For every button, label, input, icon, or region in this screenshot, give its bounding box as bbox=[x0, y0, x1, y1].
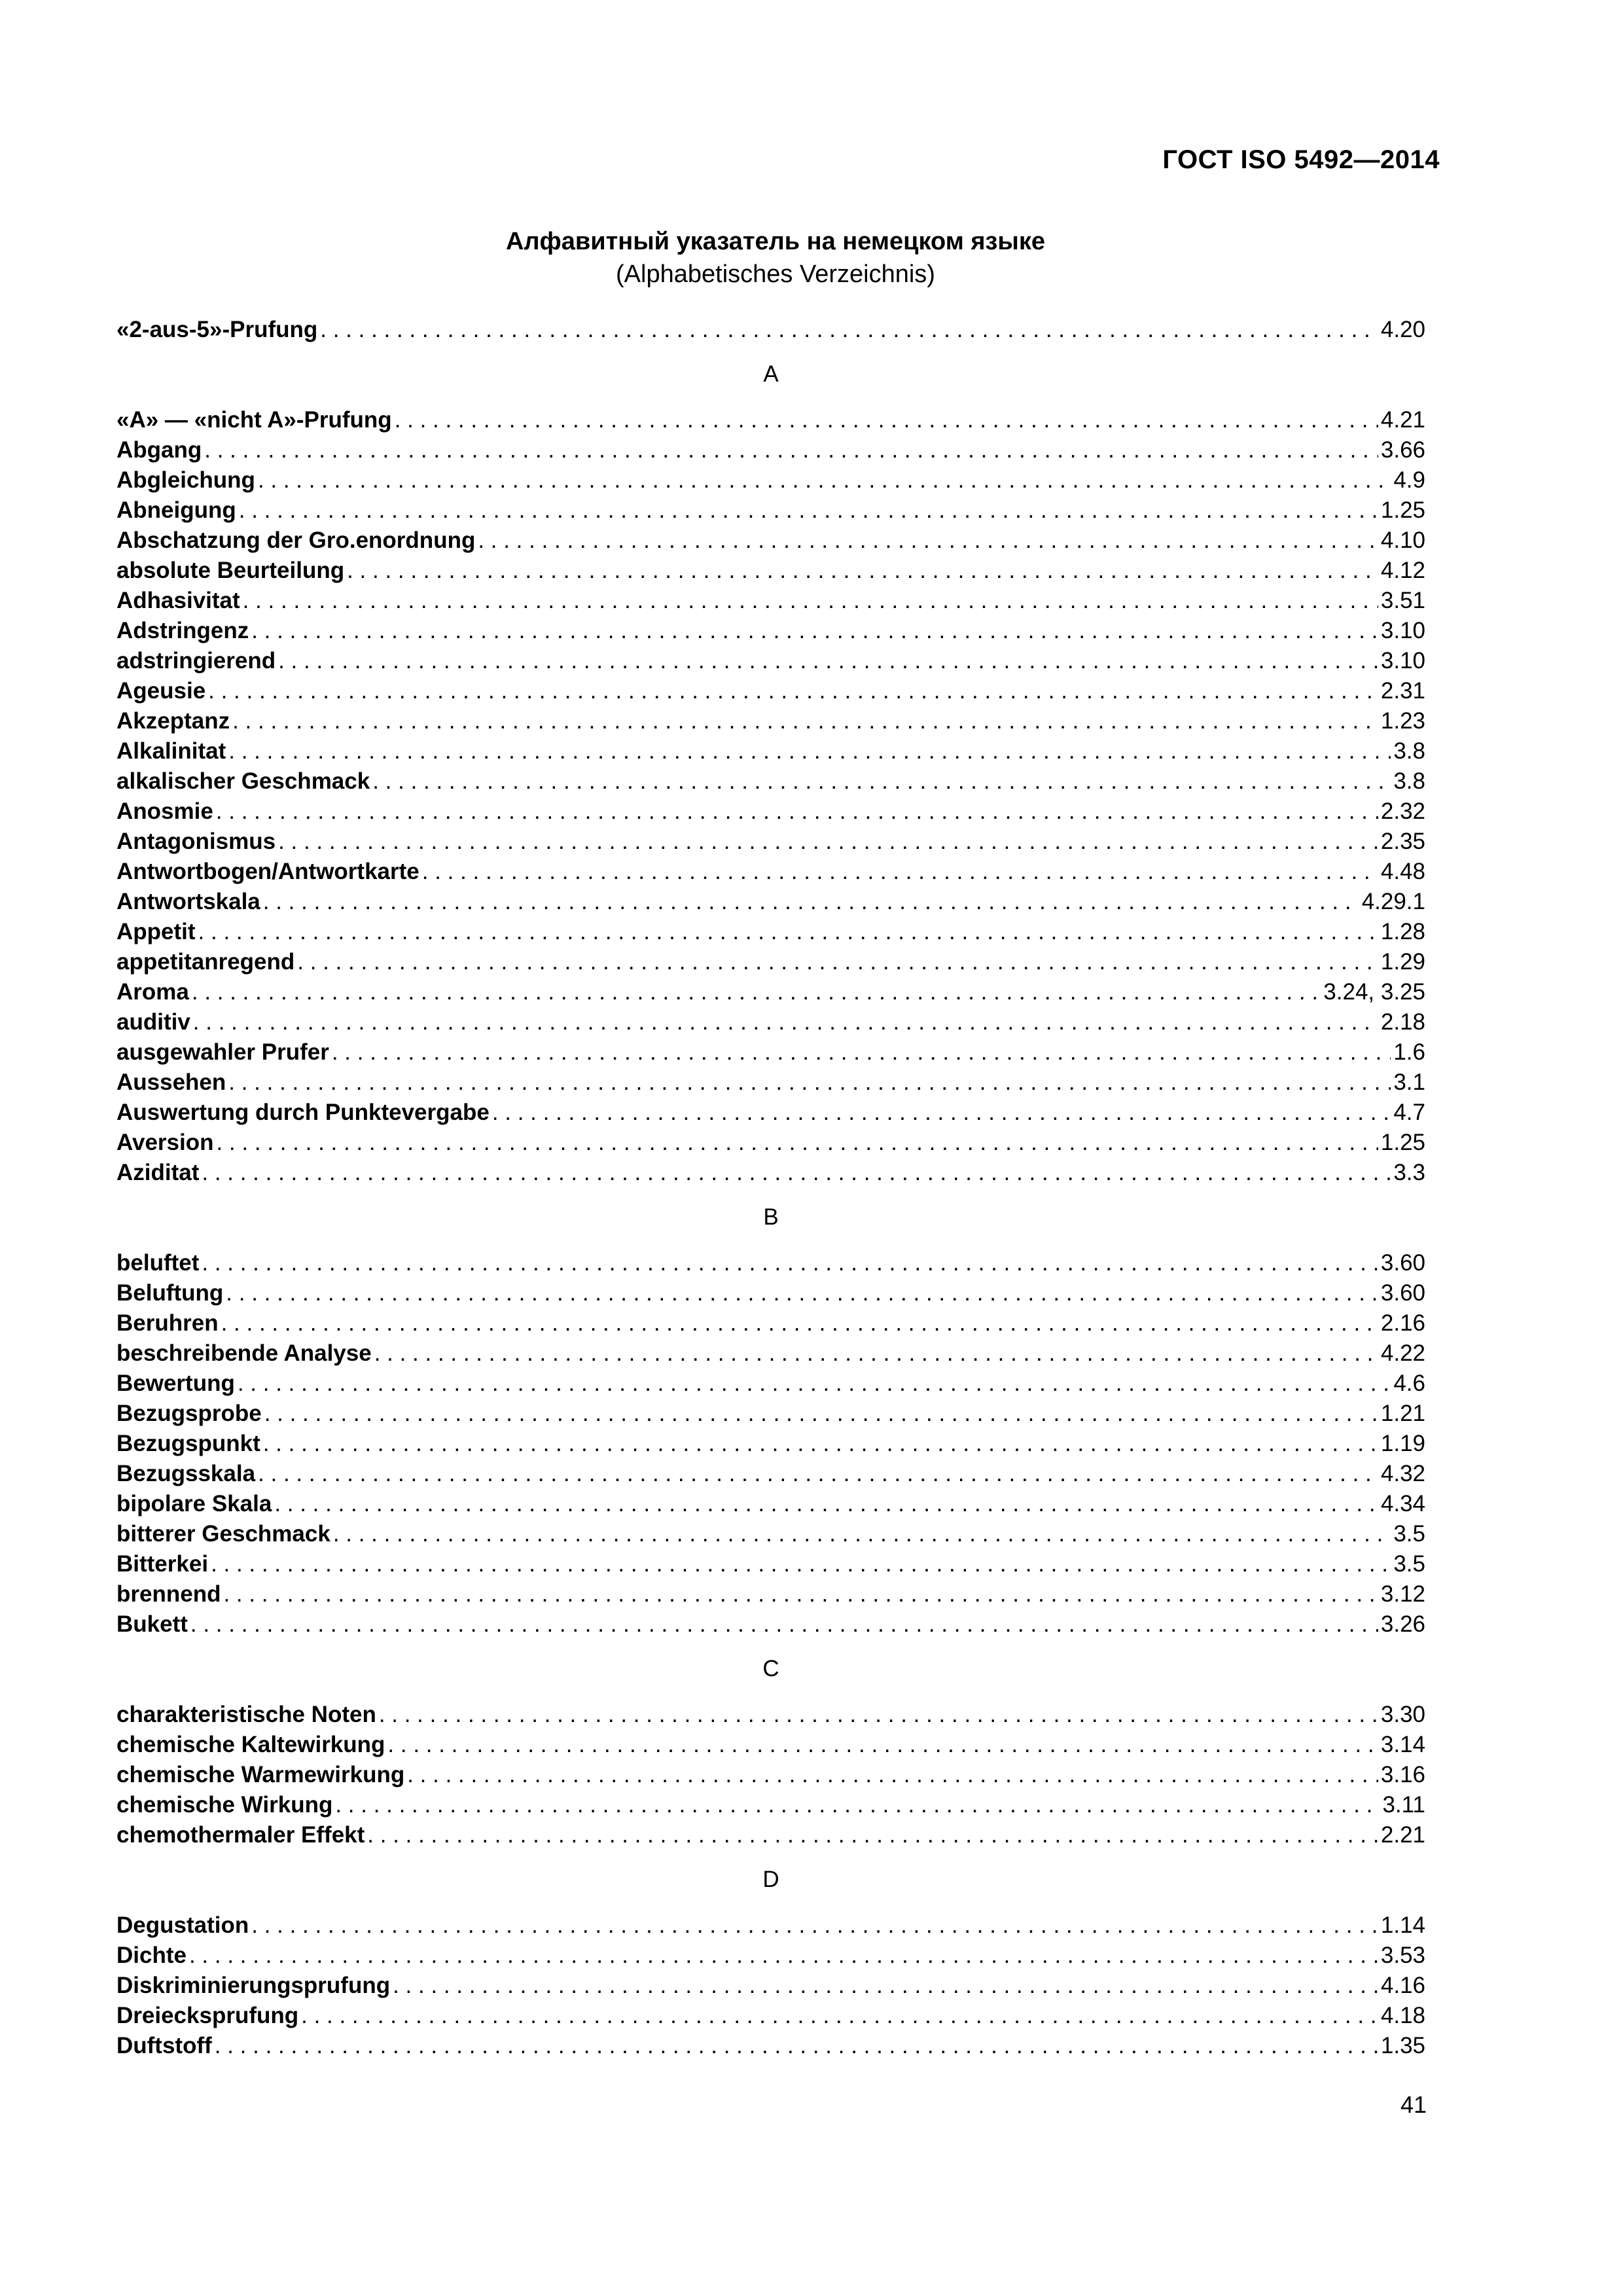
index-term: Antagonismus bbox=[116, 829, 276, 854]
section-letter: C bbox=[762, 1656, 779, 1681]
index-entry bbox=[116, 405, 1425, 435]
index-reference: 1.21 bbox=[1380, 1401, 1425, 1426]
index-reference: 4.34 bbox=[1380, 1491, 1425, 1516]
dot-leader bbox=[192, 977, 1321, 1007]
index-reference: 1.25 bbox=[1380, 497, 1425, 523]
index-reference: 4.20 bbox=[1380, 317, 1425, 342]
index-entry bbox=[116, 797, 1425, 827]
index-entry bbox=[116, 1338, 1425, 1369]
dot-leader bbox=[335, 1790, 1380, 1820]
section-letter: D bbox=[762, 1867, 779, 1892]
index-term: Abgang bbox=[116, 437, 202, 463]
index-entry bbox=[116, 947, 1425, 977]
index-entry bbox=[116, 1369, 1425, 1399]
dot-leader bbox=[202, 1158, 1391, 1188]
dot-leader bbox=[223, 1579, 1378, 1609]
dot-leader bbox=[387, 1730, 1378, 1760]
index-term: chemische Kaltewirkung bbox=[116, 1732, 385, 1757]
index-reference: 4.16 bbox=[1380, 1973, 1425, 1998]
index-term: brennend bbox=[116, 1581, 221, 1607]
index-reference: 3.10 bbox=[1380, 618, 1425, 643]
index-term: Degustation bbox=[116, 1912, 249, 1938]
index-reference: 1.14 bbox=[1380, 1912, 1425, 1938]
section-letter: B bbox=[763, 1204, 779, 1230]
index-term: Bewertung bbox=[116, 1371, 235, 1396]
dot-leader bbox=[221, 1308, 1378, 1338]
index-reference: 4.18 bbox=[1380, 2003, 1425, 2028]
dot-leader bbox=[215, 2031, 1378, 2061]
index-reference: 2.21 bbox=[1380, 1822, 1425, 1848]
index-term: «2-aus-5»-Prufung bbox=[116, 317, 318, 342]
dot-leader bbox=[301, 2001, 1378, 2031]
dot-leader bbox=[297, 947, 1378, 977]
index-term: chemothermaler Effekt bbox=[116, 1822, 365, 1848]
index-entry bbox=[116, 1429, 1425, 1459]
index-reference: 1.35 bbox=[1380, 2033, 1425, 2058]
index-reference: 3.11 bbox=[1382, 1792, 1425, 1818]
dot-leader bbox=[216, 797, 1378, 827]
index-reference: 3.16 bbox=[1380, 1762, 1425, 1787]
dot-leader bbox=[202, 1248, 1378, 1278]
index-reference: 3.12 bbox=[1380, 1581, 1425, 1607]
index-reference: 1.25 bbox=[1380, 1130, 1425, 1155]
index-term: Bezugsprobe bbox=[116, 1401, 262, 1426]
dot-leader bbox=[320, 315, 1378, 345]
index-entry bbox=[116, 1128, 1425, 1158]
dot-leader bbox=[274, 1489, 1378, 1519]
index-term: appetitanregend bbox=[116, 949, 295, 975]
dot-leader bbox=[251, 616, 1378, 646]
index-reference: 4.22 bbox=[1380, 1340, 1425, 1366]
index-reference: 4.10 bbox=[1380, 528, 1425, 553]
section-letter: A bbox=[763, 361, 779, 387]
index-entry bbox=[116, 1519, 1425, 1549]
index-term: Auswertung durch Punktevergabe bbox=[116, 1100, 490, 1125]
dot-leader bbox=[478, 526, 1378, 556]
index-entry bbox=[116, 917, 1425, 947]
index-reference: 1.29 bbox=[1380, 949, 1425, 975]
index-entry bbox=[116, 1278, 1425, 1308]
index-term: Beluftung bbox=[116, 1280, 224, 1306]
index-reference: 3.30 bbox=[1380, 1702, 1425, 1727]
page-number: 41 bbox=[1400, 2091, 1427, 2118]
index-reference: 3.3 bbox=[1393, 1160, 1425, 1185]
index-entry bbox=[116, 495, 1425, 526]
index-reference: 3.51 bbox=[1380, 588, 1425, 613]
dot-leader bbox=[263, 1429, 1378, 1459]
dot-leader bbox=[278, 646, 1378, 676]
index-entry bbox=[116, 556, 1425, 586]
index-entry bbox=[116, 676, 1425, 706]
index-reference: 3.14 bbox=[1380, 1732, 1425, 1757]
index-term: chemische Wirkung bbox=[116, 1792, 333, 1818]
index-reference: 3.8 bbox=[1393, 738, 1425, 764]
dot-leader bbox=[190, 1609, 1378, 1640]
index-term: Duftstoff bbox=[116, 2033, 212, 2058]
index-term: bitterer Geschmack bbox=[116, 1521, 330, 1547]
index-entry bbox=[116, 1700, 1425, 1730]
index-term: absolute Beurteilung bbox=[116, 558, 345, 583]
dot-leader bbox=[189, 1941, 1378, 1971]
index-term: ausgewahler Prufer bbox=[116, 1039, 329, 1065]
dot-leader bbox=[228, 736, 1391, 766]
dot-leader bbox=[422, 857, 1378, 887]
index-reference: 2.31 bbox=[1380, 678, 1425, 704]
index-entry bbox=[116, 1158, 1425, 1188]
index-entry bbox=[116, 1609, 1425, 1640]
title-block bbox=[0, 225, 1551, 291]
index-entry bbox=[116, 646, 1425, 676]
index-entry bbox=[116, 1308, 1425, 1338]
index-reference: 4.7 bbox=[1393, 1100, 1425, 1125]
dot-leader bbox=[226, 1278, 1378, 1308]
index-entry bbox=[116, 1941, 1425, 1971]
dot-leader bbox=[232, 706, 1378, 736]
dot-leader bbox=[211, 1549, 1391, 1579]
index-reference: 1.28 bbox=[1380, 919, 1425, 944]
index-entry bbox=[116, 1971, 1425, 2001]
index-entry bbox=[116, 1459, 1425, 1489]
dot-leader bbox=[238, 1369, 1391, 1399]
index-term: Alkalinitat bbox=[116, 738, 226, 764]
index-reference: 4.6 bbox=[1393, 1371, 1425, 1396]
page-title: Алфавитный указатель на немецком языке bbox=[505, 228, 1046, 255]
index-reference: 2.18 bbox=[1380, 1009, 1425, 1035]
index-entry bbox=[116, 435, 1425, 465]
index-reference: 3.8 bbox=[1393, 768, 1425, 794]
dot-leader bbox=[193, 1007, 1378, 1037]
index-entry bbox=[116, 2031, 1425, 2061]
index-entry bbox=[116, 1730, 1425, 1760]
index-reference: 3.1 bbox=[1393, 1069, 1425, 1095]
dot-leader bbox=[216, 1128, 1378, 1158]
index-term: Diskriminierungsprufung bbox=[116, 1973, 391, 1998]
dot-leader bbox=[374, 1338, 1378, 1369]
index-reference: 3.53 bbox=[1380, 1943, 1425, 1968]
dot-leader bbox=[333, 1519, 1391, 1549]
index-term: charakteristische Noten bbox=[116, 1702, 376, 1727]
index-term: Abneigung bbox=[116, 497, 236, 523]
index-entry bbox=[116, 1037, 1425, 1067]
index-reference: 1.19 bbox=[1380, 1431, 1425, 1456]
dot-leader bbox=[379, 1700, 1378, 1730]
index-entry bbox=[116, 736, 1425, 766]
index-term: Aversion bbox=[116, 1130, 214, 1155]
index-entry bbox=[116, 977, 1425, 1007]
index-term: auditiv bbox=[116, 1009, 190, 1035]
index-entry bbox=[116, 706, 1425, 736]
dot-leader bbox=[347, 556, 1378, 586]
index-term: Ageusie bbox=[116, 678, 206, 704]
index-reference: 3.5 bbox=[1393, 1551, 1425, 1577]
index-entry bbox=[116, 1760, 1425, 1790]
index-reference: 1.6 bbox=[1393, 1039, 1425, 1065]
index-term: beschreibende Analyse bbox=[116, 1340, 372, 1366]
index-entry bbox=[116, 2001, 1425, 2031]
dot-leader bbox=[492, 1098, 1391, 1128]
dot-leader bbox=[239, 495, 1378, 526]
index-term: Bitterkei bbox=[116, 1551, 209, 1577]
index-term: Antwortskala bbox=[116, 889, 260, 914]
index-entry bbox=[116, 526, 1425, 556]
index-entry bbox=[116, 1248, 1425, 1278]
dot-leader bbox=[228, 1067, 1391, 1098]
index-term: Adstringenz bbox=[116, 618, 249, 643]
index-reference: 3.10 bbox=[1380, 648, 1425, 673]
index-entry bbox=[116, 616, 1425, 646]
document-code: ГОСТ ISO 5492—2014 bbox=[1162, 145, 1440, 174]
index-entry bbox=[116, 1007, 1425, 1037]
index-entry bbox=[116, 1067, 1425, 1098]
index-entry bbox=[116, 857, 1425, 887]
index-reference: 4.29.1 bbox=[1361, 889, 1425, 914]
index-reference: 3.24, 3.25 bbox=[1323, 979, 1425, 1005]
index-term: Antwortbogen/Antwortkarte bbox=[116, 859, 419, 884]
alphabetical-index bbox=[116, 315, 1425, 2061]
index-term: chemische Warmewirkung bbox=[116, 1762, 405, 1787]
index-term: «A» — «nicht A»-Prufung bbox=[116, 407, 392, 433]
index-entry bbox=[116, 586, 1425, 616]
dot-leader bbox=[258, 1459, 1378, 1489]
index-reference: 2.32 bbox=[1380, 798, 1425, 824]
index-term: Anosmie bbox=[116, 798, 213, 824]
dot-leader bbox=[278, 827, 1378, 857]
dot-leader bbox=[208, 676, 1378, 706]
index-term: Aussehen bbox=[116, 1069, 226, 1095]
index-term: Bezugspunkt bbox=[116, 1431, 260, 1456]
index-reference: 2.35 bbox=[1380, 829, 1425, 854]
index-entry bbox=[116, 465, 1425, 495]
index-entry bbox=[116, 1579, 1425, 1609]
dot-leader bbox=[198, 917, 1378, 947]
dot-leader bbox=[395, 405, 1378, 435]
index-term: Akzeptanz bbox=[116, 708, 230, 734]
index-reference: 1.23 bbox=[1380, 708, 1425, 734]
index-reference: 4.48 bbox=[1380, 859, 1425, 884]
index-term: Dichte bbox=[116, 1943, 187, 1968]
index-reference: 4.21 bbox=[1380, 407, 1425, 433]
index-term: Aroma bbox=[116, 979, 189, 1005]
index-term: Bukett bbox=[116, 1611, 188, 1637]
index-term: alkalischer Geschmack bbox=[116, 768, 370, 794]
index-entry bbox=[116, 1549, 1425, 1579]
page-subtitle: (Alphabetisches Verzeichnis) bbox=[616, 260, 935, 288]
index-term: Appetit bbox=[116, 919, 196, 944]
index-term: Adhasivitat bbox=[116, 588, 240, 613]
index-term: adstringierend bbox=[116, 648, 276, 673]
index-entry bbox=[116, 1790, 1425, 1820]
index-term: bipolare Skala bbox=[116, 1491, 272, 1516]
index-entry bbox=[116, 1399, 1425, 1429]
index-reference: 3.66 bbox=[1380, 437, 1425, 463]
index-reference: 4.32 bbox=[1380, 1461, 1425, 1486]
index-term: Abgleichung bbox=[116, 467, 255, 493]
index-entry bbox=[116, 827, 1425, 857]
index-term: Bezugsskala bbox=[116, 1461, 256, 1486]
dot-leader bbox=[407, 1760, 1378, 1790]
dot-leader bbox=[264, 1399, 1378, 1429]
index-reference: 3.60 bbox=[1380, 1280, 1425, 1306]
index-entry bbox=[116, 1820, 1425, 1850]
index-term: Dreiecksprufung bbox=[116, 2003, 299, 2028]
index-term: Abschatzung der Gro.enordnung bbox=[116, 528, 476, 553]
index-reference: 4.9 bbox=[1393, 467, 1425, 493]
index-reference: 3.5 bbox=[1393, 1521, 1425, 1547]
index-entry bbox=[116, 315, 1425, 345]
dot-leader bbox=[367, 1820, 1378, 1850]
index-reference: 3.60 bbox=[1380, 1250, 1425, 1276]
index-reference: 4.12 bbox=[1380, 558, 1425, 583]
index-term: beluftet bbox=[116, 1250, 200, 1276]
dot-leader bbox=[251, 1910, 1378, 1941]
dot-leader bbox=[204, 435, 1378, 465]
dot-leader bbox=[258, 465, 1391, 495]
dot-leader bbox=[332, 1037, 1391, 1067]
index-reference: 2.16 bbox=[1380, 1310, 1425, 1336]
dot-leader bbox=[393, 1971, 1378, 2001]
index-entry bbox=[116, 1489, 1425, 1519]
index-entry bbox=[116, 1098, 1425, 1128]
index-entry bbox=[116, 1910, 1425, 1941]
index-term: Aziditat bbox=[116, 1160, 200, 1185]
index-reference: 3.26 bbox=[1380, 1611, 1425, 1637]
dot-leader bbox=[243, 586, 1378, 616]
dot-leader bbox=[263, 887, 1359, 917]
index-term: Beruhren bbox=[116, 1310, 219, 1336]
index-entry bbox=[116, 766, 1425, 797]
dot-leader bbox=[372, 766, 1391, 797]
index-entry bbox=[116, 887, 1425, 917]
